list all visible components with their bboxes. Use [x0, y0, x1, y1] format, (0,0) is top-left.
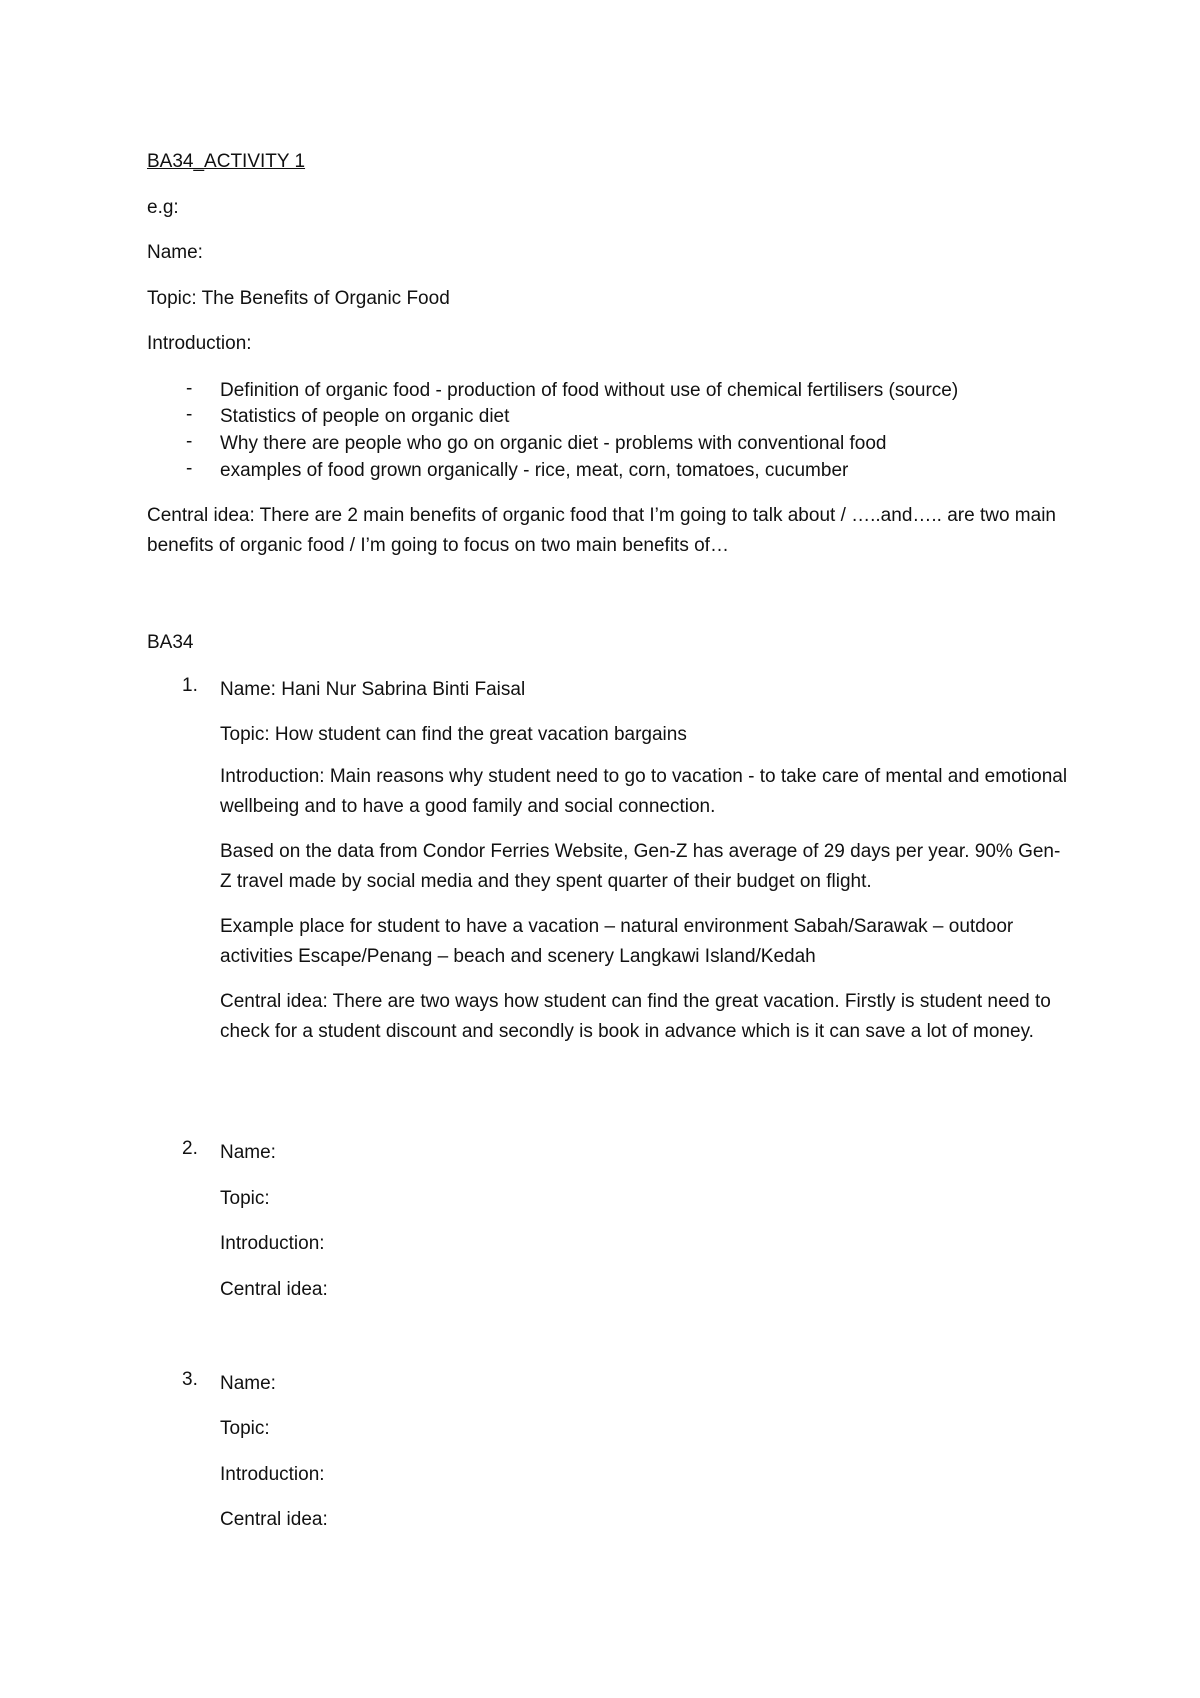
bullet-item: Why there are people who go on organic diet - problems with conventional food	[220, 433, 887, 454]
example-intro-label: Introduction:	[147, 333, 252, 354]
bullet-marker: -	[186, 404, 193, 425]
example-central-idea: Central idea: There are 2 main benefits of organic food that I’m going to talk about / …..and….. are two main benefits of organic food / I’m going to focus on two main benefits of…	[147, 505, 1056, 556]
entry-topic: Topic:	[220, 1188, 270, 1209]
bullet-marker: -	[186, 378, 193, 399]
section-label: BA34	[147, 632, 194, 653]
entry-number: 3.	[182, 1369, 198, 1390]
example-label: e.g:	[147, 197, 179, 218]
entry-data-paragraph: Based on the data from Condor Ferries Website, Gen-Z has average of 29 days per year. 90% Gen-Z travel made by social media and they spent quarter of their budget on flight.	[220, 841, 1061, 892]
entry-central-idea: Central idea:	[220, 1279, 328, 1300]
document-title: BA34_ACTIVITY 1	[147, 151, 306, 172]
entry-number: 2.	[182, 1138, 198, 1159]
entry-introduction: Introduction:	[220, 1464, 325, 1485]
bullet-item: examples of food grown organically - rice, meat, corn, tomatoes, cucumber	[220, 460, 849, 481]
bullet-marker: -	[186, 458, 193, 479]
bullet-marker: -	[186, 431, 193, 452]
bullet-item: Statistics of people on organic diet	[220, 406, 510, 427]
entry-name: Name: Hani Nur Sabrina Binti Faisal	[220, 679, 526, 700]
entry-name: Name:	[220, 1142, 276, 1163]
example-name: Name:	[147, 242, 203, 263]
entry-central-idea: Central idea:	[220, 1509, 328, 1530]
example-topic: Topic: The Benefits of Organic Food	[147, 288, 450, 309]
entry-number: 1.	[182, 675, 198, 696]
entry-topic: Topic: How student can find the great vacation bargains	[220, 724, 687, 745]
entry-example-paragraph: Example place for student to have a vacation – natural environment Sabah/Sarawak – outdoor activities Escape/Penang – beach and scenery Langkawi Island/Kedah	[220, 916, 1014, 967]
entry-introduction: Introduction:	[220, 1233, 325, 1254]
entry-topic: Topic:	[220, 1418, 270, 1439]
entry-central-idea: Central idea: There are two ways how student can find the great vacation. Firstly is student need to check for a student discount and secondly is book in advance which is it can save a lot of money.	[220, 991, 1051, 1042]
entry-name: Name:	[220, 1373, 276, 1394]
entry-introduction: Introduction: Main reasons why student need to go to vacation - to take care of mental and emotional wellbeing and to have a good family and social connection.	[220, 766, 1068, 817]
bullet-item: Definition of organic food - production of food without use of chemical fertilisers (source)	[220, 380, 959, 401]
